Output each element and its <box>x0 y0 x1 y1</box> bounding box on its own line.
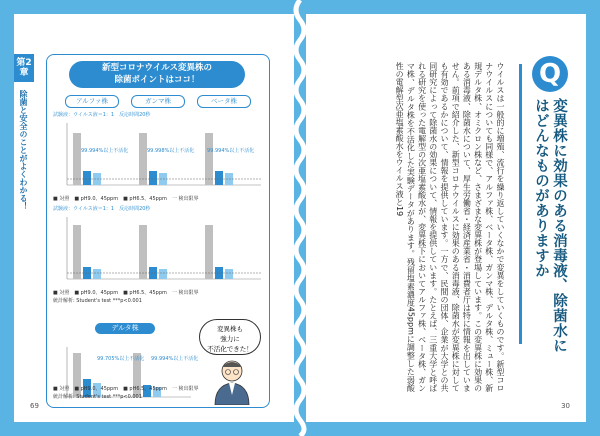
chapter-tab-label: 第2章 <box>16 58 32 78</box>
box-title <box>69 61 245 88</box>
stat-note-1: 統計解析: Student's test ***p<0.001 <box>53 298 142 304</box>
strain-beta: ベータ株 <box>197 95 251 108</box>
strain-row <box>57 95 257 107</box>
strain-delta: デルタ株 <box>95 323 155 334</box>
bar-chart-2 <box>53 213 263 285</box>
chapter-side-title: 除菌と安全のことがよくわかる！ <box>19 90 28 210</box>
chart-legend-1: ■ 対照 ■ pH9.0、45ppm ■ pH6.5、45ppm 一 検出限界 <box>53 196 199 202</box>
condition-line-1: 試験液：ウイルス液＝1：1 反応時間20秒 <box>53 112 151 118</box>
page-number-left: 69 <box>30 402 39 410</box>
box-title-line2: 除菌ポイントはココ！ <box>114 75 200 85</box>
strain-alpha: アルファ株 <box>65 95 119 108</box>
title-divider <box>519 64 522 344</box>
bar-note-2: 99.998%以上不活化 <box>147 148 195 154</box>
scientist-illustration-icon <box>207 355 257 405</box>
condition-line-2: 試験液：ウイルス液＝1：1 反応時間20秒 <box>53 206 151 212</box>
page-number-right: 30 <box>561 402 570 410</box>
delta-note-1: 99.705%以上不活化 <box>97 356 145 362</box>
bubble-line2: 強力に <box>220 335 240 343</box>
body-text: ウイルスは一般的に増殖、流行を繰り返していくなかで変異をしていくものです。新型コロナウイルスについても同様で、アルファ株、ベータ株、ガンマ株、デルタ株、ミュー株、新規デルタ株、オミクロン株など、さまざまな変異株が登場しています。この変異株に効果のある消毒液、除菌水について、厚生労働省・経済産業省・消費者庁は特に情報を出していません。前項で紹介した、新型コロナウイルスに効果のある消毒液、除菌水が変異株に対しても有効であるかについて、情報を提供しています。一方で、民間の団体、企業が大学との共同研究によって除菌水の効果について、情報を提供しています。たとえば、三重大学と呼ばれる研究を使った電解型の次亜塩素酸水が、変異株下においてアルファ株、ベータ株、ガンマ株、デルタ株を不活化した実験データがあります。残留塩素濃度45ppmに調整した弱酸性の電解型次亜塩素酸水をウイルス液と19 <box>395 62 505 392</box>
delta-note-2: 99.994%以上不活化 <box>151 356 199 362</box>
box-title-line1: 新型コロナウイルス変異株の <box>102 63 212 73</box>
bubble-line1: 変異株も <box>217 325 243 333</box>
question-badge: Q <box>532 56 568 92</box>
stat-note-2: 統計解析: Student's test ***p<0.001 <box>53 394 142 400</box>
strain-gamma: ガンマ株 <box>131 95 185 108</box>
chart-legend-3: ■ 対照 ■ pH9.0、45ppm ■ pH6.5、45ppm 一 検出限界 <box>53 386 199 392</box>
chapter-tab <box>14 54 34 82</box>
infographic-box <box>46 54 270 408</box>
bar-chart-1 <box>53 119 263 191</box>
question-title: 変異株に効果のある消毒液、除菌水にはどんなものがありますか <box>533 98 567 353</box>
left-page <box>14 14 294 422</box>
speech-bubble <box>199 319 261 355</box>
right-page <box>306 14 586 422</box>
bubble-line3: 不活化できた！ <box>207 345 253 353</box>
bar-note-3: 99.994%以上不活化 <box>207 148 255 154</box>
chart-legend-2: ■ 対照 ■ pH9.0、45ppm ■ pH6.5、45ppm 一 検出限界 <box>53 290 199 296</box>
bar-note-1: 99.994%以上不活化 <box>81 148 129 154</box>
